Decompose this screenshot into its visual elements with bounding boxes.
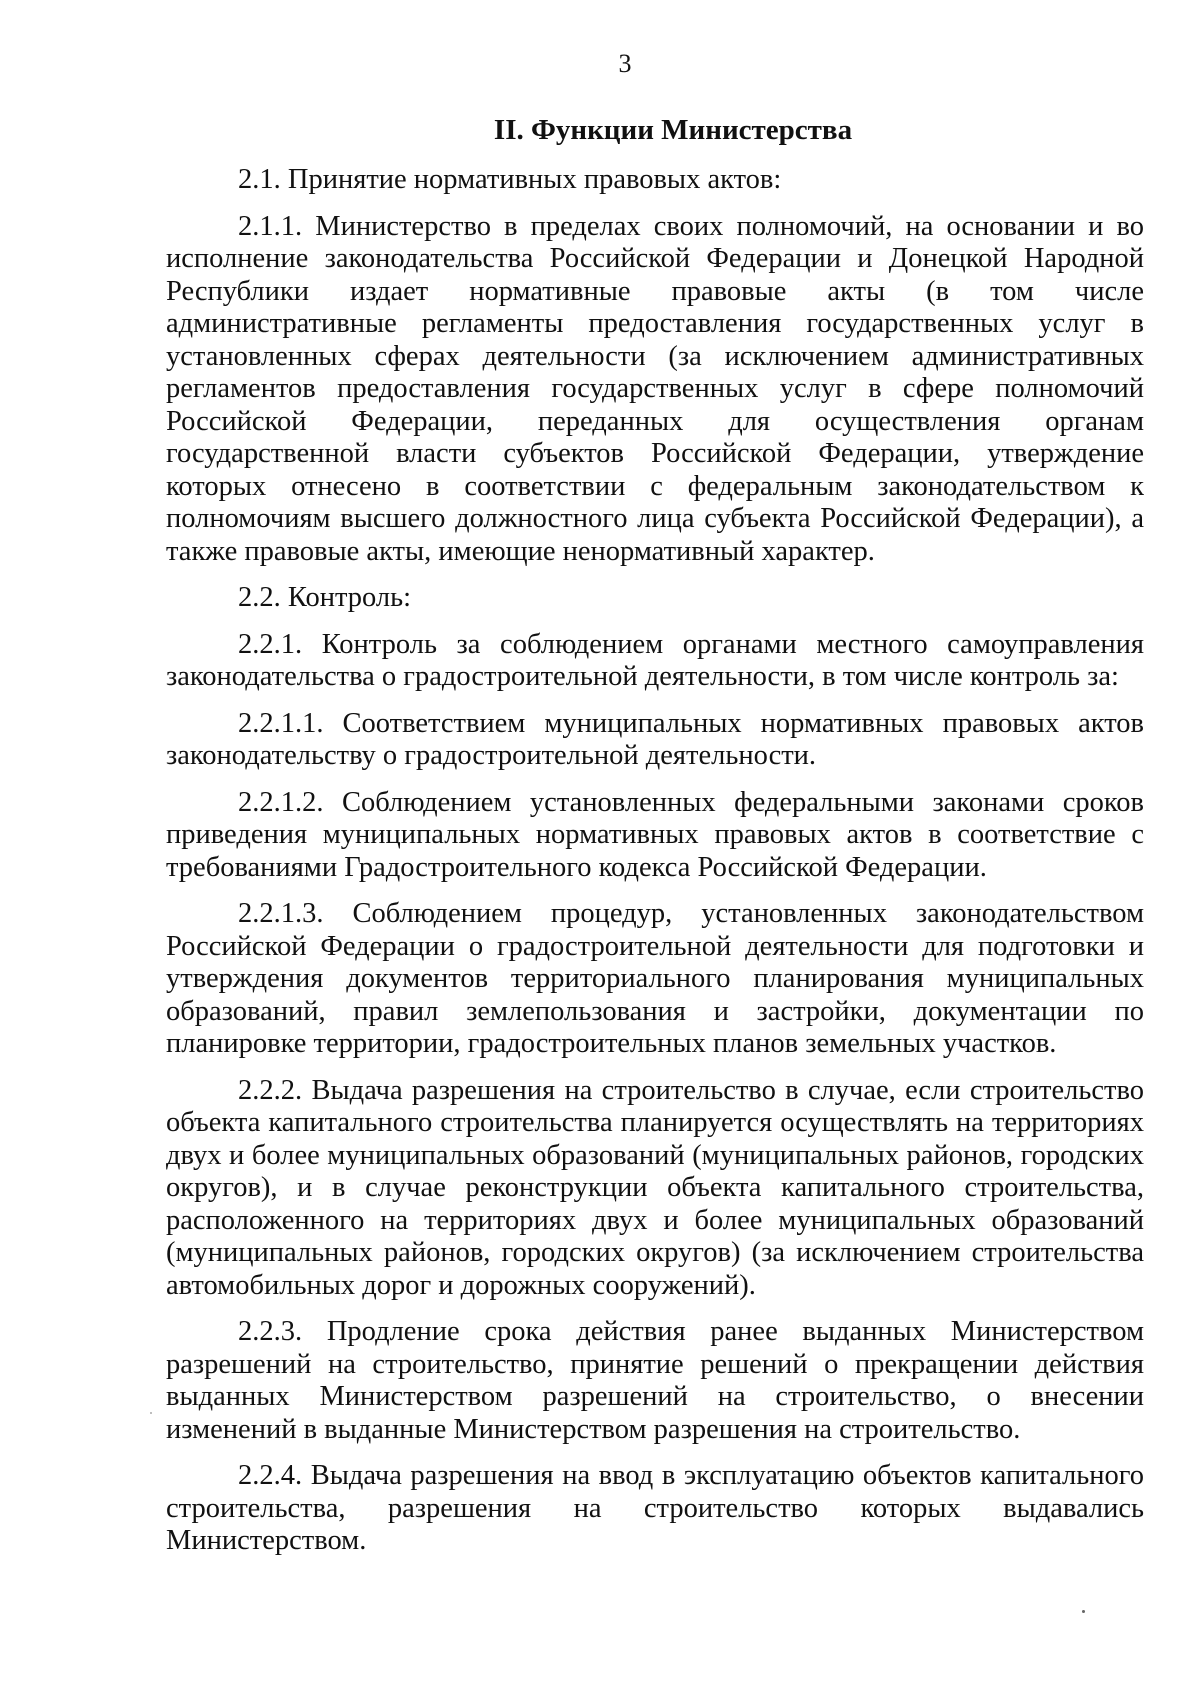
scan-speck xyxy=(1082,1610,1085,1613)
paragraph-2-1 xyxy=(166,164,1144,197)
paragraph-number: 2.1.1. xyxy=(238,210,303,242)
paragraph-text: Продление срока действия ранее выданных Министерством разрешений на строительство, принятие решений о прекращении действия выданных Министерством разрешений на строительство, о внесении изменений в выданные Министерством разрешения на строительство. xyxy=(166,1316,1144,1445)
paragraph-2-2-3 xyxy=(166,1316,1144,1446)
paragraph-2-2-1-2 xyxy=(166,787,1144,885)
paragraph-number: 2.2.1.3. xyxy=(238,898,324,929)
document-body xyxy=(166,110,1144,1572)
paragraph-text: Выдача разрешения на строительство в случае, если строительство объекта капитального строительства планируется осуществлять на территориях двух и более муниципальных образований (муниципальных районов, городских округов), и в случае реконструкции объекта капитального строительства, расположенного на территориях двух и более муниципальных образований (муниципальных районов, городских округов) (за исключением строительства автомобильных дорог и дорожных сооружений). xyxy=(166,1074,1144,1301)
paragraph-number: 2.2. xyxy=(238,582,281,613)
paragraph-2-2-1-3 xyxy=(166,898,1144,1061)
paragraph-number: 2.2.1.1. xyxy=(238,707,324,739)
paragraph-number: 2.2.4. xyxy=(238,1460,303,1491)
paragraph-2-2-4 xyxy=(166,1460,1144,1558)
paragraph-2-2-2 xyxy=(166,1075,1144,1303)
paragraph-text: Соблюдением процедур, установленных законодательством Российской Федерации о градостроительной деятельности для подготовки и утверждения документов территориального планирования муниципальных образований, правил землепользования и застройки, документации по планировке территории, градостроительных планов земельных участков. xyxy=(166,898,1145,1059)
paragraph-number: 2.1. xyxy=(238,164,281,195)
paragraph-number: 2.2.3. xyxy=(238,1316,303,1347)
paragraph-text: Выдача разрешения на ввод в эксплуатацию объектов капитального строительства, разрешения на строительство которых выдавались Министерством. xyxy=(166,1460,1145,1556)
paragraph-text: Контроль: xyxy=(287,582,412,613)
paragraph-text: Контроль за соблюдением органами местного самоуправления законодательства о градостроительной деятельности, в том числе контроль за: xyxy=(166,628,1144,692)
paragraph-number: 2.2.2. xyxy=(238,1074,303,1106)
paragraph-number: 2.2.1. xyxy=(238,628,303,660)
paragraph-text: Министерство в пределах своих полномочий, на основании и во исполнение законодательства Российской Федерации и Донецкой Народной Республики издает нормативные правовые акты (в том числе административные регламенты предоставления государственных услуг в установленных сферах деятельности (за исключением административных регламентов предоставления государственных услуг в сфере полномочий Российской Федерации, переданных для осуществления органам государственной власти субъектов Российской Федерации, утверждение которых отнесено в соответствии с федеральным законодательством к полномочиям высшего должностного лица субъекта Российской Федерации), а также правовые акты, имеющие ненормативный характер. xyxy=(166,210,1145,567)
scan-speck xyxy=(150,1412,152,1414)
paragraph-2-2-1-1 xyxy=(166,708,1144,773)
paragraph-2-2 xyxy=(166,582,1144,615)
section-title: II. Функции Министерства xyxy=(493,114,853,146)
paragraph-number: 2.2.1.2. xyxy=(238,786,324,818)
page-number: 3 xyxy=(618,49,632,78)
paragraph-text: Принятие нормативных правовых актов: xyxy=(287,164,782,195)
paragraph-2-1-1 xyxy=(166,211,1144,569)
paragraph-2-2-1 xyxy=(166,629,1144,694)
paragraph-text: Соблюдением установленных федеральными законами сроков приведения муниципальных нормативных правовых актов в соответствие с требованиями Градостроительного кодекса Российской Федерации. xyxy=(166,786,1144,883)
paragraph-text: Соответствием муниципальных нормативных правовых актов законодательству о градостроительной деятельности. xyxy=(166,707,1144,771)
